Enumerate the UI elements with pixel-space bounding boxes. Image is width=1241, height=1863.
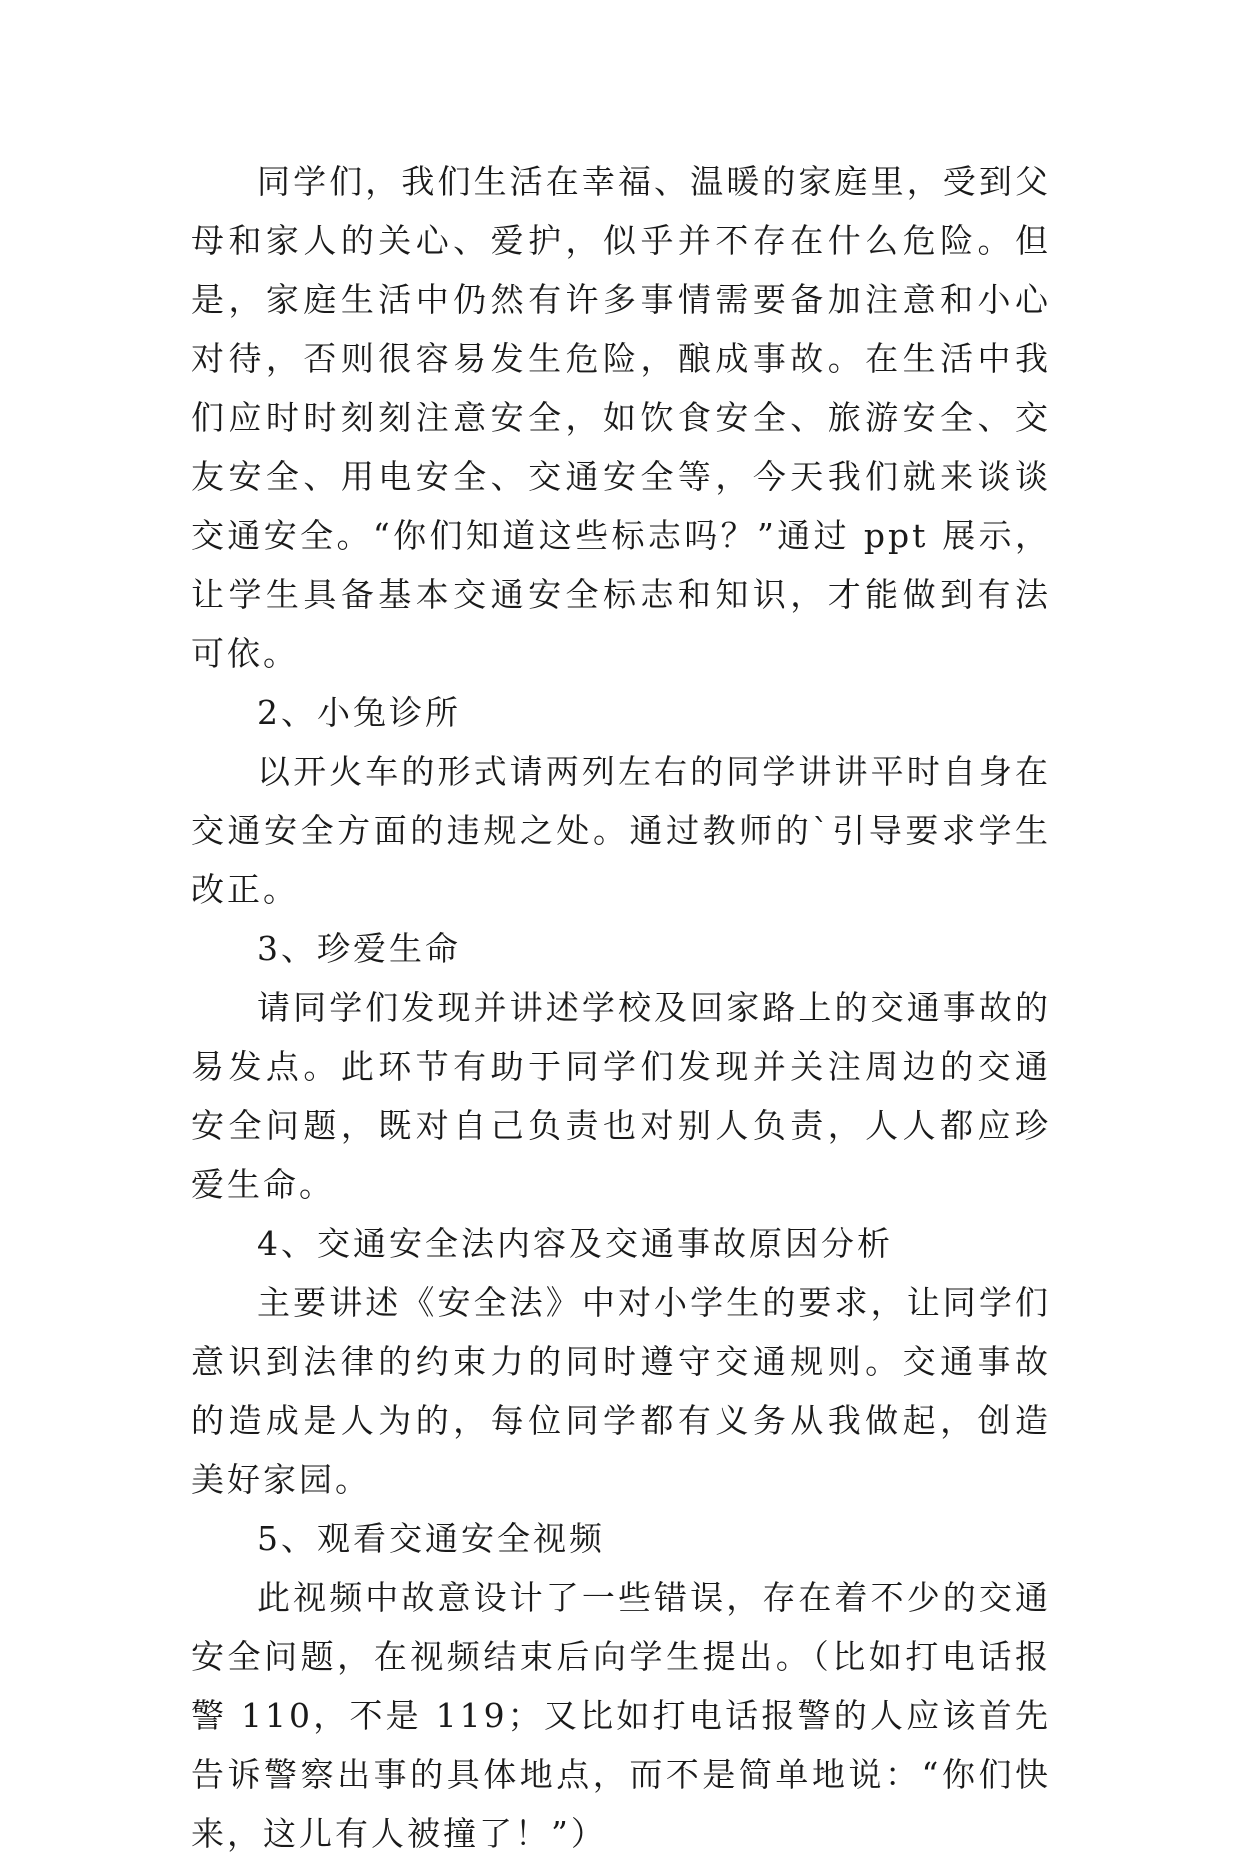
section-heading-5: 5、观看交通安全视频 xyxy=(257,1519,605,1558)
document-body xyxy=(191,152,1051,1863)
section-heading-2: 2、小兔诊所 xyxy=(257,693,461,732)
paragraph-section-4: 主要讲述《安全法》中对小学生的要求，让同学们意识到法律的约束力的同时遵守交通规则。交通事故的造成是人为的，每位同学都有义务从我做起，创造美好家园。 xyxy=(191,1283,1051,1499)
paragraph-intro: 同学们，我们生活在幸福、温暖的家庭里，受到父母和家人的关心、爱护，似乎并不存在什么危险。但是，家庭生活中仍然有许多事情需要备加注意和小心对待，否则很容易发生危险，酿成事故。在生活中我们应时时刻刻注意安全，如饮食安全、旅游安全、交友安全、用电安全、交通安全等，今天我们就来谈谈交通安全。“你们知道这些标志吗？”通过 ppt 展示，让学生具备基本交通安全标志和知识，才能做到有法可依。 xyxy=(191,162,1051,673)
section-heading-3: 3、珍爱生命 xyxy=(257,929,461,968)
paragraph-section-3: 请同学们发现并讲述学校及回家路上的交通事故的易发点。此环节有助于同学们发现并关注周边的交通安全问题，既对自己负责也对别人负责，人人都应珍爱生命。 xyxy=(191,988,1051,1204)
paragraph-section-5: 此视频中故意设计了一些错误，存在着不少的交通安全问题，在视频结束后向学生提出。（比如打电话报警 110，不是 119；又比如打电话报警的人应该首先告诉警察出事的具体地点，而不是简单地说：“你们快来，这儿有人被撞了！”） xyxy=(191,1578,1051,1853)
section-heading-4: 4、交通安全法内容及交通事故原因分析 xyxy=(257,1224,893,1263)
paragraph-section-2: 以开火车的形式请两列左右的同学讲讲平时自身在交通安全方面的违规之处。通过教师的`引导要求学生改正。 xyxy=(191,752,1051,909)
